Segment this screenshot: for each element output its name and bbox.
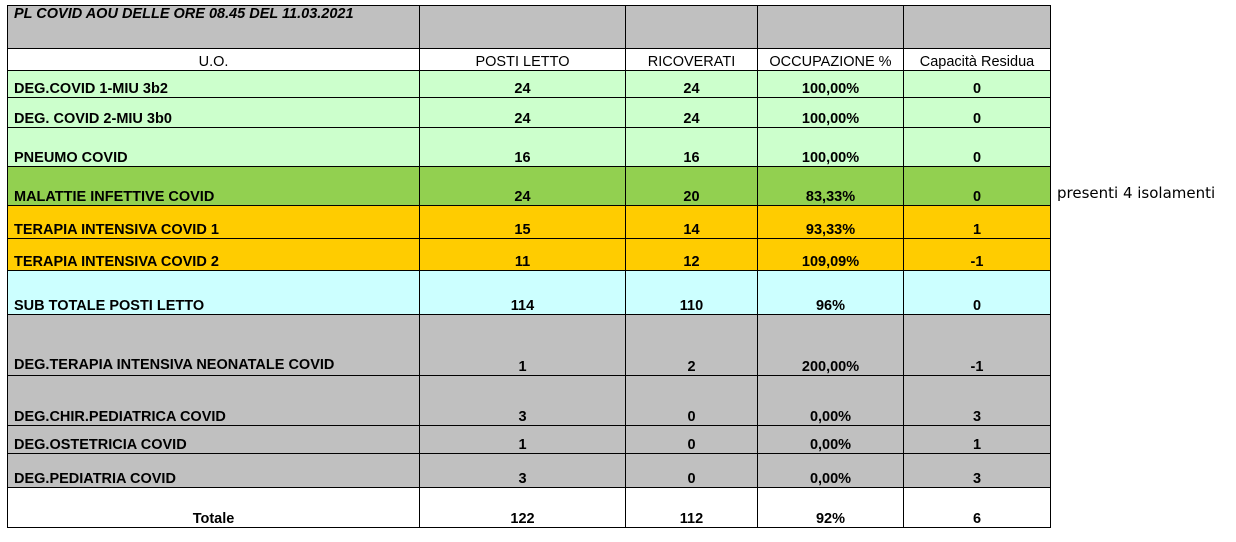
row-residua: 0 (904, 98, 1051, 128)
row-posti: 24 (420, 98, 626, 128)
table-row (8, 167, 1051, 206)
row-occupazione: 0,00% (758, 426, 904, 454)
row-occupazione: 96% (758, 271, 904, 315)
row-ricoverati: 24 (626, 71, 758, 98)
subtotal-row (8, 271, 1051, 315)
header-ricoverati: RICOVERATI (626, 49, 758, 71)
table-row (8, 98, 1051, 128)
title-cell-empty (626, 6, 758, 49)
table-row (8, 376, 1051, 426)
isolation-note: presenti 4 isolamenti (1057, 184, 1216, 202)
row-posti: 1 (420, 315, 626, 376)
row-posti: 15 (420, 206, 626, 239)
row-residua: -1 (904, 239, 1051, 271)
header-uo: U.O. (8, 49, 420, 71)
row-residua: 1 (904, 206, 1051, 239)
table-row (8, 315, 1051, 376)
total-ricoverati: 112 (626, 488, 758, 528)
title-cell-empty (904, 6, 1051, 49)
row-ricoverati: 20 (626, 167, 758, 206)
row-posti: 3 (420, 376, 626, 426)
row-occupazione: 0,00% (758, 454, 904, 488)
row-ricoverati: 2 (626, 315, 758, 376)
row-uo: TERAPIA INTENSIVA COVID 2 (8, 239, 420, 271)
row-posti: 16 (420, 128, 626, 167)
title-row (8, 6, 1051, 49)
row-residua: -1 (904, 315, 1051, 376)
title-cell-empty (420, 6, 626, 49)
table-row (8, 239, 1051, 271)
row-occupazione: 0,00% (758, 376, 904, 426)
row-posti: 114 (420, 271, 626, 315)
total-label: Totale (8, 488, 420, 528)
row-ricoverati: 24 (626, 98, 758, 128)
row-ricoverati: 0 (626, 376, 758, 426)
table-title: PL COVID AOU DELLE ORE 08.45 DEL 11.03.2021 (8, 6, 420, 49)
row-uo: SUB TOTALE POSTI LETTO (8, 271, 420, 315)
table-row (8, 206, 1051, 239)
row-uo: MALATTIE INFETTIVE COVID (8, 167, 420, 206)
total-occupazione: 92% (758, 488, 904, 528)
header-occupazione: OCCUPAZIONE % (758, 49, 904, 71)
row-uo: DEG.CHIR.PEDIATRICA COVID (8, 376, 420, 426)
row-occupazione: 100,00% (758, 98, 904, 128)
table-row (8, 426, 1051, 454)
row-occupazione: 100,00% (758, 128, 904, 167)
row-posti: 24 (420, 71, 626, 98)
total-row (8, 488, 1051, 528)
table-row (8, 128, 1051, 167)
row-uo: DEG.TERAPIA INTENSIVA NEONATALE COVID (8, 315, 420, 376)
row-residua: 0 (904, 167, 1051, 206)
header-capacita-residua: Capacità Residua (904, 49, 1051, 71)
row-posti: 3 (420, 454, 626, 488)
row-uo: PNEUMO COVID (8, 128, 420, 167)
row-uo: DEG.PEDIATRIA COVID (8, 454, 420, 488)
row-uo: DEG.COVID 1-MIU 3b2 (8, 71, 420, 98)
row-occupazione: 83,33% (758, 167, 904, 206)
row-residua: 3 (904, 376, 1051, 426)
row-residua: 3 (904, 454, 1051, 488)
row-ricoverati: 0 (626, 426, 758, 454)
header-posti-letto: POSTI LETTO (420, 49, 626, 71)
row-occupazione: 100,00% (758, 71, 904, 98)
row-posti: 24 (420, 167, 626, 206)
table-row (8, 454, 1051, 488)
title-cell-empty (758, 6, 904, 49)
row-posti: 1 (420, 426, 626, 454)
row-posti: 11 (420, 239, 626, 271)
row-ricoverati: 14 (626, 206, 758, 239)
row-uo: TERAPIA INTENSIVA COVID 1 (8, 206, 420, 239)
row-occupazione: 200,00% (758, 315, 904, 376)
total-posti: 122 (420, 488, 626, 528)
row-occupazione: 93,33% (758, 206, 904, 239)
total-residua: 6 (904, 488, 1051, 528)
row-ricoverati: 0 (626, 454, 758, 488)
header-row (8, 49, 1051, 71)
row-ricoverati: 16 (626, 128, 758, 167)
row-residua: 0 (904, 71, 1051, 98)
row-ricoverati: 110 (626, 271, 758, 315)
row-ricoverati: 12 (626, 239, 758, 271)
row-uo: DEG. COVID 2-MIU 3b0 (8, 98, 420, 128)
row-residua: 0 (904, 271, 1051, 315)
table-row (8, 71, 1051, 98)
row-residua: 1 (904, 426, 1051, 454)
covid-beds-table (7, 5, 1051, 528)
row-residua: 0 (904, 128, 1051, 167)
row-uo: DEG.OSTETRICIA COVID (8, 426, 420, 454)
row-occupazione: 109,09% (758, 239, 904, 271)
